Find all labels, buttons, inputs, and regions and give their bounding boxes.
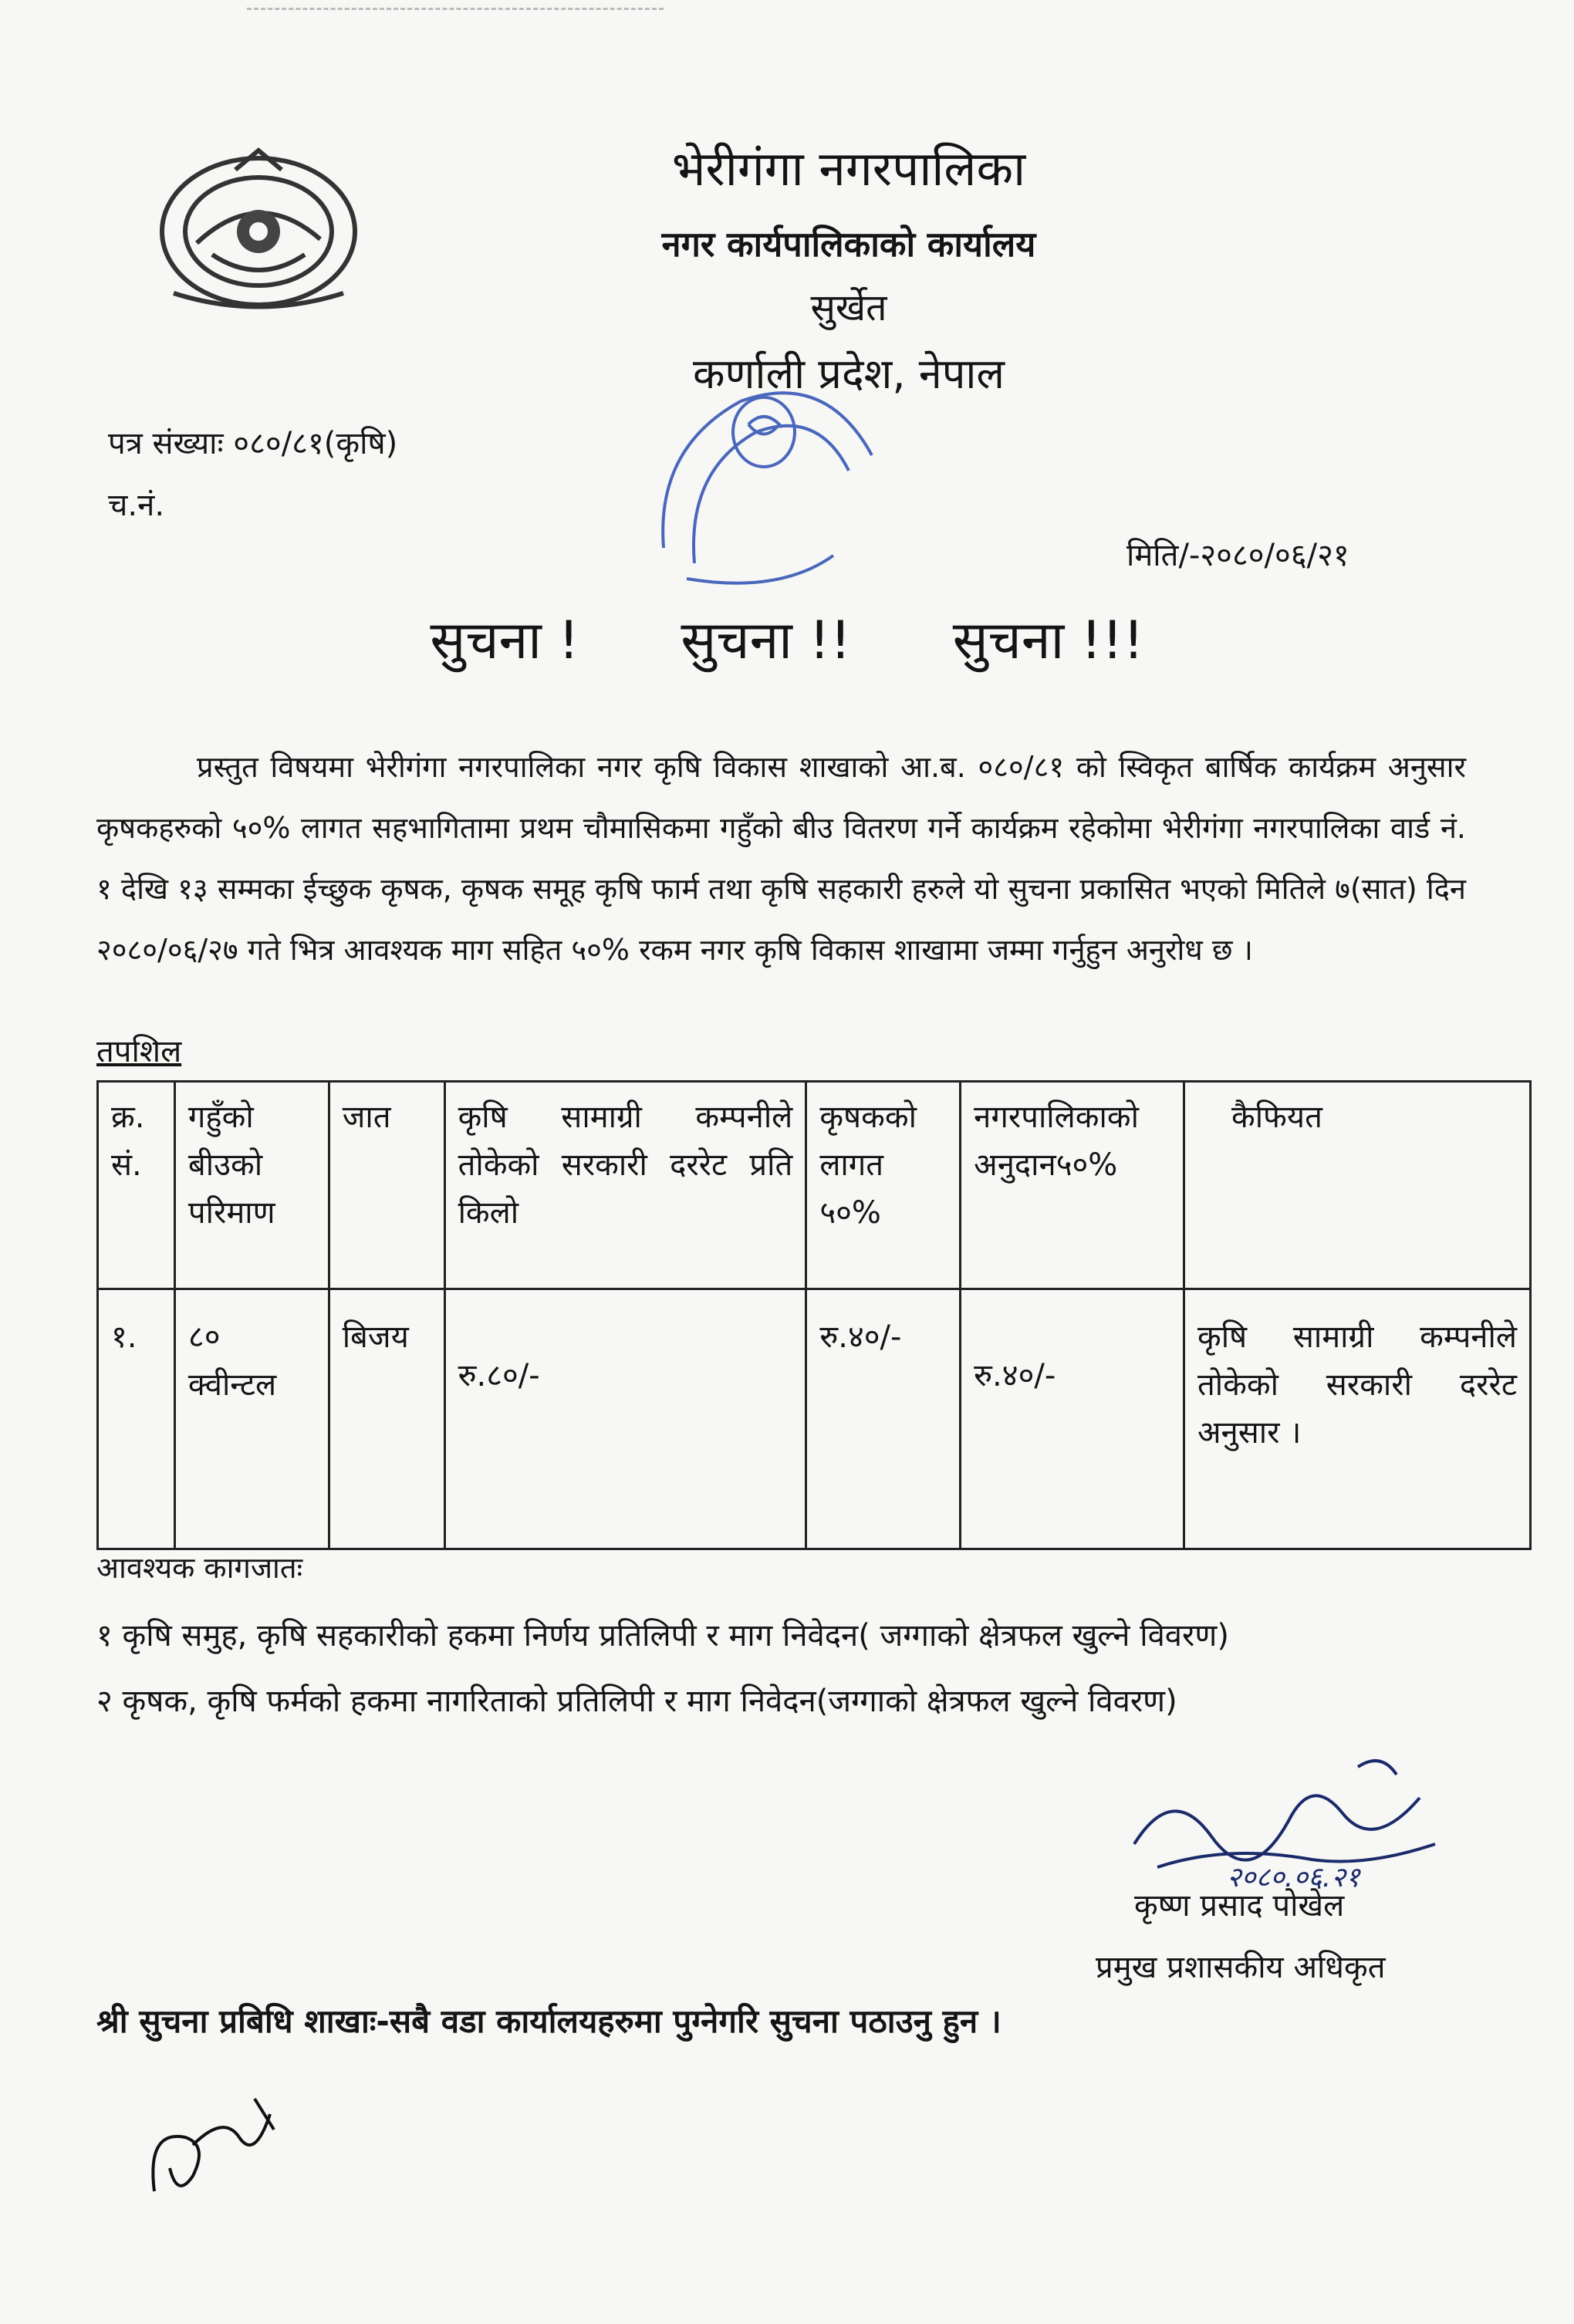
cell-seed-quantity: ८० क्वीन्टल xyxy=(174,1289,329,1549)
col-serial: क्र. सं. xyxy=(98,1082,175,1289)
reference-number: पत्र संख्याः ०८०/८१(कृषि) xyxy=(108,426,398,461)
notice-body: प्रस्तुत विषयमा भेरीगंगा नगरपालिका नगर कृषि विकास शाखाको आ.ब. ०८०/८१ को स्विकृत बार्षिक कार्यक्रम अनुसार कृषकहरुको ५०% लागत सहभागितामा प्रथम चौमासिकमा गहुँको बीउ वितरण गर्ने कार्यक्रम रहेकोमा भेरीगंगा नगरपालिका वार्ड नं. १ देखि १३ सम्मका ईच्छुक कृषक, कृषक समूह कृषि फार्म तथा कृषि सहकारी हरुले यो सुचना प्रकासित भएको मितिले ७(सात) दिन २०८०/०६/२७ गते भित्र आवश्यक माग सहित ५०% रकम नगर कृषि विकास शाखामा जम्मा गर्नुहुन अनुरोध छ । xyxy=(96,750,1466,967)
table-row xyxy=(98,1289,1531,1549)
handwritten-date: २०८०.०६.२१ xyxy=(1227,1862,1360,1893)
cell-govt-rate: रु.८०/- xyxy=(444,1289,806,1549)
footer-instruction: श्री सुचना प्रबिधि शाखाः-सबै वडा कार्यालयहरुमा पुग्नेगरि सुचना पठाउनु हुन । xyxy=(96,2002,1001,2040)
notice-word-3: सुचना !!! xyxy=(952,610,1144,671)
cell-municipality-subsidy: रु.४०/- xyxy=(961,1289,1184,1549)
notice-word-1: सुचना ! xyxy=(430,610,579,671)
distribution-table xyxy=(96,1080,1532,1550)
document-item: १ कृषि समुह, कृषि सहकारीको हकमा निर्णय प्रतिलिपी र माग निवेदन( जग्गाको क्षेत्रफल खुल्ने विवरण) xyxy=(96,1618,1229,1653)
col-municipality-subsidy: नगरपालिकाको अनुदान५०% xyxy=(961,1082,1184,1289)
cell-variety: बिजय xyxy=(329,1289,444,1549)
col-variety: जात xyxy=(329,1082,444,1289)
notice-word-2: सुचना !! xyxy=(681,610,852,671)
notice-heading xyxy=(0,602,1574,674)
municipality-name: भेरीगंगा नगरपालिका xyxy=(671,140,1026,197)
col-seed-quantity: गहुँको बीउको परिमाण xyxy=(174,1082,329,1289)
col-farmer-cost: कृषकको लागत ५०% xyxy=(806,1082,961,1289)
office-name: नगर कार्यपालिकाको कार्यालय xyxy=(661,224,1036,265)
office-stamp-icon xyxy=(640,370,887,586)
table-caption: तपशिल xyxy=(96,1034,182,1069)
signer-title: प्रमुख प्रशासकीय अधिकृत xyxy=(1096,1950,1386,1985)
cell-farmer-cost: रु.४०/- xyxy=(806,1289,961,1549)
province-name: कर्णाली प्रदेश, नेपाल xyxy=(693,350,1005,398)
col-govt-rate: कृषि सामाग्री कम्पनीले तोकेको सरकारी दररेट प्रति किलो xyxy=(444,1082,806,1289)
documents-title: आवश्यक कागजातः xyxy=(96,1551,303,1585)
signer-name: कृष्ण प्रसाद पोखेल xyxy=(1134,1888,1345,1924)
initials-signature-icon xyxy=(139,2083,293,2207)
scan-edge xyxy=(247,0,664,10)
document-item: २ कृषक, कृषि फर्मको हकमा नागरिताको प्रतिलिपी र माग निवेदन(जग्गाको क्षेत्रफल खुल्ने विवरण) xyxy=(96,1684,1177,1719)
dispatch-number: च.नं. xyxy=(108,488,165,523)
cell-remarks: कृषि सामाग्री कम्पनीले तोकेको सरकारी दररेट अनुसार । xyxy=(1184,1289,1530,1549)
table-header-row xyxy=(98,1082,1531,1289)
issue-date: मिति/-२०८०/०६/२१ xyxy=(1126,538,1349,573)
col-remarks: कैफियत xyxy=(1184,1082,1530,1289)
cell-serial: १. xyxy=(98,1289,175,1549)
district-name: सुर्खेत xyxy=(810,286,887,329)
